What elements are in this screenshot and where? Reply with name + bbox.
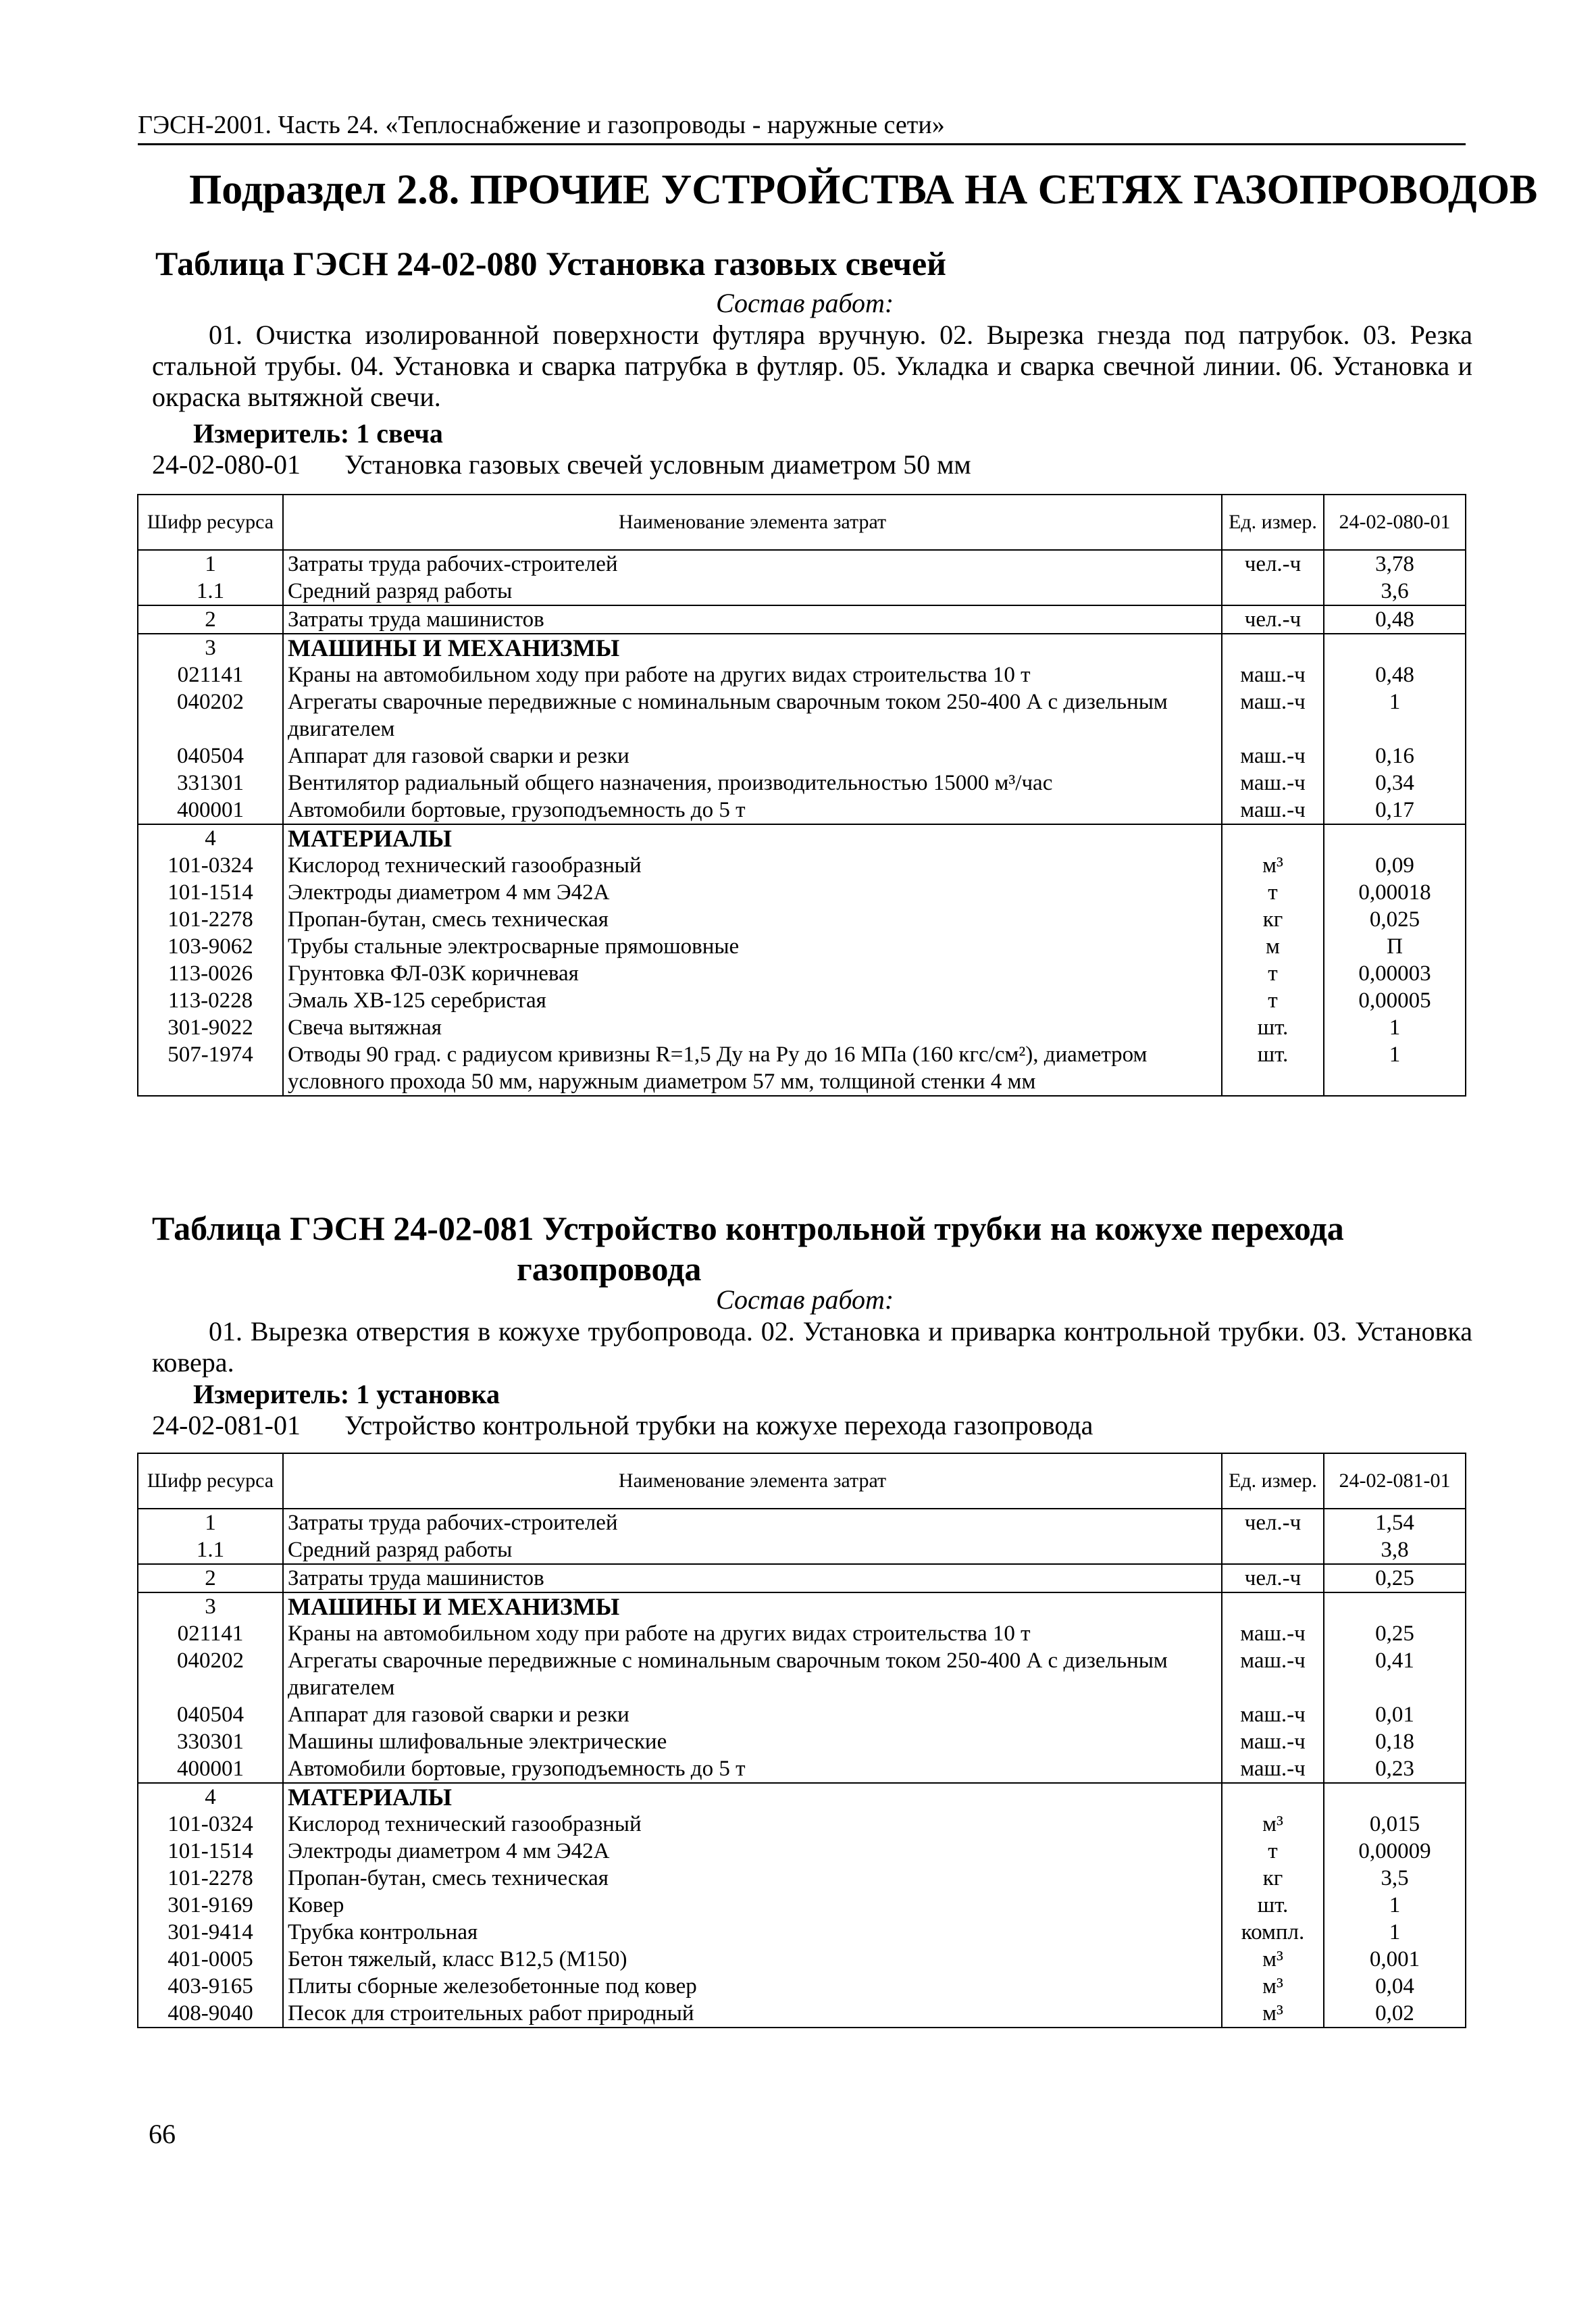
table-row	[138, 1755, 1466, 1783]
cell-code: 403-9165	[138, 1973, 283, 2000]
cell-code: 301-9414	[138, 1919, 283, 1946]
cell-unit: кг	[1222, 1865, 1324, 1892]
cell-name: Кислород технический газообразный	[283, 852, 1222, 879]
cell-unit	[1222, 1536, 1324, 1564]
table-row	[138, 661, 1466, 688]
header-code: Шифр ресурса	[138, 495, 283, 550]
cell-unit: маш.-ч	[1222, 797, 1324, 824]
table-body	[138, 1509, 1466, 2028]
cell-unit: т	[1222, 1838, 1324, 1865]
meter-label: Измеритель: 1 свеча	[193, 418, 443, 449]
cell-code: 040202	[138, 1647, 283, 1701]
cell-value: 1	[1324, 1892, 1466, 1919]
running-head: ГЭСН-2001. Часть 24. «Теплоснабжение и газопроводы - наружные сети»	[138, 109, 1466, 145]
table-row	[138, 634, 1466, 661]
table-row	[138, 797, 1466, 824]
cell-code: 101-1514	[138, 879, 283, 906]
table-body	[138, 550, 1466, 1096]
cell-name: Кислород технический газообразный	[283, 1811, 1222, 1838]
table-row	[138, 1014, 1466, 1041]
composition-label: Состав работ:	[716, 1284, 894, 1315]
cell-value: 3,8	[1324, 1536, 1466, 1564]
cell-name: Эмаль ХВ-125 серебристая	[283, 987, 1222, 1014]
cell-value	[1324, 824, 1466, 852]
cell-code: 101-1514	[138, 1838, 283, 1865]
cell-name: Трубы стальные электросварные прямошовные	[283, 933, 1222, 960]
cell-unit: шт.	[1222, 1041, 1324, 1096]
table-row	[138, 1783, 1466, 1811]
cell-unit: маш.-ч	[1222, 688, 1324, 743]
cell-name: Агрегаты сварочные передвижные с номинальным сварочным током 250-400 А с дизельным двигателем	[283, 688, 1222, 743]
cell-unit: м	[1222, 933, 1324, 960]
cell-name: Трубка контрольная	[283, 1919, 1222, 1946]
cell-code: 101-2278	[138, 1865, 283, 1892]
cell-name: Свеча вытяжная	[283, 1014, 1222, 1041]
cell-unit	[1222, 1592, 1324, 1620]
cell-code: 3	[138, 1592, 283, 1620]
norm-name: Установка газовых свечей условным диаметром 50 мм	[344, 449, 971, 480]
table-row	[138, 1536, 1466, 1564]
table-row	[138, 1041, 1466, 1096]
cell-value: 0,48	[1324, 661, 1466, 688]
cell-value: 0,04	[1324, 1973, 1466, 2000]
table-row	[138, 743, 1466, 770]
cell-unit: маш.-ч	[1222, 1701, 1324, 1728]
cell-name: Песок для строительных работ природный	[283, 2000, 1222, 2028]
cell-unit: т	[1222, 960, 1324, 987]
cell-code: 101-0324	[138, 852, 283, 879]
header-code: Шифр ресурса	[138, 1453, 283, 1509]
cell-name: МАШИНЫ И МЕХАНИЗМЫ	[283, 1592, 1222, 1620]
cell-value: 0,41	[1324, 1647, 1466, 1701]
cell-value: 0,00009	[1324, 1838, 1466, 1865]
page-number: 66	[149, 2119, 176, 2149]
cell-value: 0,09	[1324, 852, 1466, 879]
cell-unit: маш.-ч	[1222, 661, 1324, 688]
cell-name: Электроды диаметром 4 мм Э42А	[283, 1838, 1222, 1865]
cell-name: Затраты труда рабочих-строителей	[283, 550, 1222, 578]
cost-table	[137, 494, 1466, 1097]
cell-value: П	[1324, 933, 1466, 960]
table-row	[138, 688, 1466, 743]
cell-code: 1.1	[138, 578, 283, 605]
table-title	[152, 1208, 1435, 1289]
cell-name: МАШИНЫ И МЕХАНИЗМЫ	[283, 634, 1222, 661]
cell-value: 0,23	[1324, 1755, 1466, 1783]
cell-name: Средний разряд работы	[283, 578, 1222, 605]
cell-unit: чел.-ч	[1222, 605, 1324, 634]
table-row	[138, 879, 1466, 906]
cell-unit: маш.-ч	[1222, 743, 1324, 770]
cell-name: Краны на автомобильном ходу при работе на других видах строительства 10 т	[283, 661, 1222, 688]
cell-code: 301-9022	[138, 1014, 283, 1041]
cell-unit: т	[1222, 987, 1324, 1014]
table-row	[138, 1701, 1466, 1728]
cell-value: 3,5	[1324, 1865, 1466, 1892]
cell-name: МАТЕРИАЛЫ	[283, 824, 1222, 852]
cell-unit	[1222, 634, 1324, 661]
cell-name: Аппарат для газовой сварки и резки	[283, 743, 1222, 770]
cell-unit: шт.	[1222, 1892, 1324, 1919]
composition-text: 01. Вырезка отверстия в кожухе трубопровода. 02. Установка и приварка контрольной трубки. 03. Установка ковера.	[152, 1316, 1472, 1378]
cell-name: Бетон тяжелый, класс В12,5 (М150)	[283, 1946, 1222, 1973]
header-value: 24-02-080-01	[1324, 495, 1466, 550]
cell-name: Электроды диаметром 4 мм Э42А	[283, 879, 1222, 906]
cell-value: 0,015	[1324, 1811, 1466, 1838]
subsection-title: Подраздел 2.8. ПРОЧИЕ УСТРОЙСТВА НА СЕТЯХ ГАЗОПРОВОДОВ	[189, 167, 1538, 213]
cell-code: 400001	[138, 1755, 283, 1783]
table-row	[138, 1647, 1466, 1701]
cell-unit: м³	[1222, 2000, 1324, 2028]
cell-code: 330301	[138, 1728, 283, 1755]
cell-unit: маш.-ч	[1222, 770, 1324, 797]
cell-code: 021141	[138, 1620, 283, 1647]
table-row	[138, 960, 1466, 987]
cell-name: Затраты труда рабочих-строителей	[283, 1509, 1222, 1536]
cell-value: 1	[1324, 1014, 1466, 1041]
cell-value: 0,25	[1324, 1564, 1466, 1592]
cell-code: 113-0228	[138, 987, 283, 1014]
norm-code: 24-02-081-01	[152, 1410, 301, 1440]
table-row	[138, 1919, 1466, 1946]
cell-value: 0,00018	[1324, 879, 1466, 906]
cell-value: 0,001	[1324, 1946, 1466, 1973]
table-header-row	[138, 495, 1466, 550]
table-row	[138, 1620, 1466, 1647]
cell-code: 2	[138, 1564, 283, 1592]
cell-unit: т	[1222, 879, 1324, 906]
cell-unit	[1222, 1783, 1324, 1811]
cell-name: Плиты сборные железобетонные под ковер	[283, 1973, 1222, 2000]
cell-value: 1	[1324, 1041, 1466, 1096]
header-name: Наименование элемента затрат	[283, 1453, 1222, 1509]
table-row	[138, 852, 1466, 879]
cell-unit	[1222, 824, 1324, 852]
table-title-line1: Таблица ГЭСН 24-02-081 Устройство контрольной трубки на кожухе перехода	[152, 1209, 1344, 1247]
cell-value: 0,17	[1324, 797, 1466, 824]
cell-value	[1324, 1592, 1466, 1620]
table-row	[138, 2000, 1466, 2028]
cell-unit	[1222, 578, 1324, 605]
cell-code: 507-1974	[138, 1041, 283, 1096]
table-row	[138, 550, 1466, 578]
table-row	[138, 605, 1466, 634]
cell-code: 401-0005	[138, 1946, 283, 1973]
table-title: Таблица ГЭСН 24-02-080 Установка газовых свечей	[155, 245, 946, 282]
cell-name: Грунтовка ФЛ-03К коричневая	[283, 960, 1222, 987]
cell-code: 301-9169	[138, 1892, 283, 1919]
table-row	[138, 824, 1466, 852]
cell-unit: м³	[1222, 1811, 1324, 1838]
header-name: Наименование элемента затрат	[283, 495, 1222, 550]
table-row	[138, 987, 1466, 1014]
cell-code: 113-0026	[138, 960, 283, 987]
cell-name: Вентилятор радиальный общего назначения, производительностью 15000 м³/час	[283, 770, 1222, 797]
table-row	[138, 1509, 1466, 1536]
cell-code: 3	[138, 634, 283, 661]
cell-code: 1	[138, 550, 283, 578]
cell-value	[1324, 1783, 1466, 1811]
header-value: 24-02-081-01	[1324, 1453, 1466, 1509]
cell-name: Затраты труда машинистов	[283, 605, 1222, 634]
cell-unit: маш.-ч	[1222, 1755, 1324, 1783]
composition-text: 01. Очистка изолированной поверхности футляра вручную. 02. Вырезка гнезда под патрубок. 03. Резка стальной трубы. 04. Установка и сварка патрубка в футляр. 05. Укладка и сварка свечной линии. 06. Установка и окраска вытяжной свечи.	[152, 320, 1472, 412]
cell-code: 040202	[138, 688, 283, 743]
cell-value: 1,54	[1324, 1509, 1466, 1536]
cell-code: 408-9040	[138, 2000, 283, 2028]
cell-unit: м³	[1222, 1973, 1324, 2000]
cell-value	[1324, 634, 1466, 661]
cell-unit: чел.-ч	[1222, 1564, 1324, 1592]
cell-value: 1	[1324, 688, 1466, 743]
cell-value: 0,25	[1324, 1620, 1466, 1647]
header-unit: Ед. измер.	[1222, 495, 1324, 550]
cell-name: Отводы 90 град. с радиусом кривизны R=1,5 Ду на Ру до 16 МПа (160 кгс/см²), диаметром условного прохода 50 мм, наружным диаметром 57 мм, толщиной стенки 4 мм	[283, 1041, 1222, 1096]
cell-value: 0,02	[1324, 2000, 1466, 2028]
norm-code: 24-02-080-01	[152, 449, 301, 480]
cell-code: 101-0324	[138, 1811, 283, 1838]
cell-code: 1	[138, 1509, 283, 1536]
cell-name: Средний разряд работы	[283, 1536, 1222, 1564]
table-row	[138, 1946, 1466, 1973]
cell-unit: кг	[1222, 906, 1324, 933]
cell-code: 040504	[138, 743, 283, 770]
cell-code: 2	[138, 605, 283, 634]
cell-unit: компл.	[1222, 1919, 1324, 1946]
cell-value: 0,01	[1324, 1701, 1466, 1728]
table-row	[138, 1564, 1466, 1592]
cell-value: 3,6	[1324, 578, 1466, 605]
norm-name: Устройство контрольной трубки на кожухе перехода газопровода	[344, 1410, 1093, 1440]
cell-value: 1	[1324, 1919, 1466, 1946]
table-row	[138, 1973, 1466, 2000]
cell-value: 0,34	[1324, 770, 1466, 797]
cell-unit: м³	[1222, 852, 1324, 879]
cell-name: Краны на автомобильном ходу при работе на других видах строительства 10 т	[283, 1620, 1222, 1647]
cell-name: Агрегаты сварочные передвижные с номинальным сварочным током 250-400 А с дизельным двигателем	[283, 1647, 1222, 1701]
cell-unit: м³	[1222, 1946, 1324, 1973]
cell-value: 0,025	[1324, 906, 1466, 933]
table-row	[138, 1592, 1466, 1620]
table-row	[138, 770, 1466, 797]
cell-name: Ковер	[283, 1892, 1222, 1919]
cell-unit: чел.-ч	[1222, 1509, 1324, 1536]
cell-value: 0,18	[1324, 1728, 1466, 1755]
table-row	[138, 578, 1466, 605]
cell-code: 1.1	[138, 1536, 283, 1564]
cell-value: 3,78	[1324, 550, 1466, 578]
table-row	[138, 1865, 1466, 1892]
cell-unit: маш.-ч	[1222, 1647, 1324, 1701]
cell-code: 4	[138, 1783, 283, 1811]
cell-code: 040504	[138, 1701, 283, 1728]
cell-unit: чел.-ч	[1222, 550, 1324, 578]
composition-label: Состав работ:	[716, 288, 894, 318]
cell-name: Автомобили бортовые, грузоподъемность до 5 т	[283, 1755, 1222, 1783]
cell-code: 101-2278	[138, 906, 283, 933]
cell-name: Аппарат для газовой сварки и резки	[283, 1701, 1222, 1728]
table-row	[138, 1838, 1466, 1865]
cell-code: 4	[138, 824, 283, 852]
cell-value: 0,00005	[1324, 987, 1466, 1014]
table-row	[138, 1728, 1466, 1755]
cell-name: Пропан-бутан, смесь техническая	[283, 906, 1222, 933]
table-row	[138, 1811, 1466, 1838]
cell-name: Пропан-бутан, смесь техническая	[283, 1865, 1222, 1892]
cell-unit: маш.-ч	[1222, 1728, 1324, 1755]
table-title-line2: газопровода	[517, 1250, 702, 1288]
cell-name: Затраты труда машинистов	[283, 1564, 1222, 1592]
cell-unit: шт.	[1222, 1014, 1324, 1041]
cell-unit: маш.-ч	[1222, 1620, 1324, 1647]
table-row	[138, 1892, 1466, 1919]
cost-table	[137, 1453, 1466, 2028]
table-row	[138, 906, 1466, 933]
norm-line	[152, 449, 971, 481]
cell-value: 0,48	[1324, 605, 1466, 634]
norm-line	[152, 1409, 1093, 1442]
cell-name: Автомобили бортовые, грузоподъемность до 5 т	[283, 797, 1222, 824]
table-row	[138, 933, 1466, 960]
meter-label: Измеритель: 1 установка	[193, 1379, 500, 1409]
table-header-row	[138, 1453, 1466, 1509]
cell-name: МАТЕРИАЛЫ	[283, 1783, 1222, 1811]
cell-code: 400001	[138, 797, 283, 824]
cell-code: 021141	[138, 661, 283, 688]
cell-value: 0,00003	[1324, 960, 1466, 987]
cell-code: 103-9062	[138, 933, 283, 960]
header-unit: Ед. измер.	[1222, 1453, 1324, 1509]
cell-name: Машины шлифовальные электрические	[283, 1728, 1222, 1755]
cell-code: 331301	[138, 770, 283, 797]
cell-value: 0,16	[1324, 743, 1466, 770]
